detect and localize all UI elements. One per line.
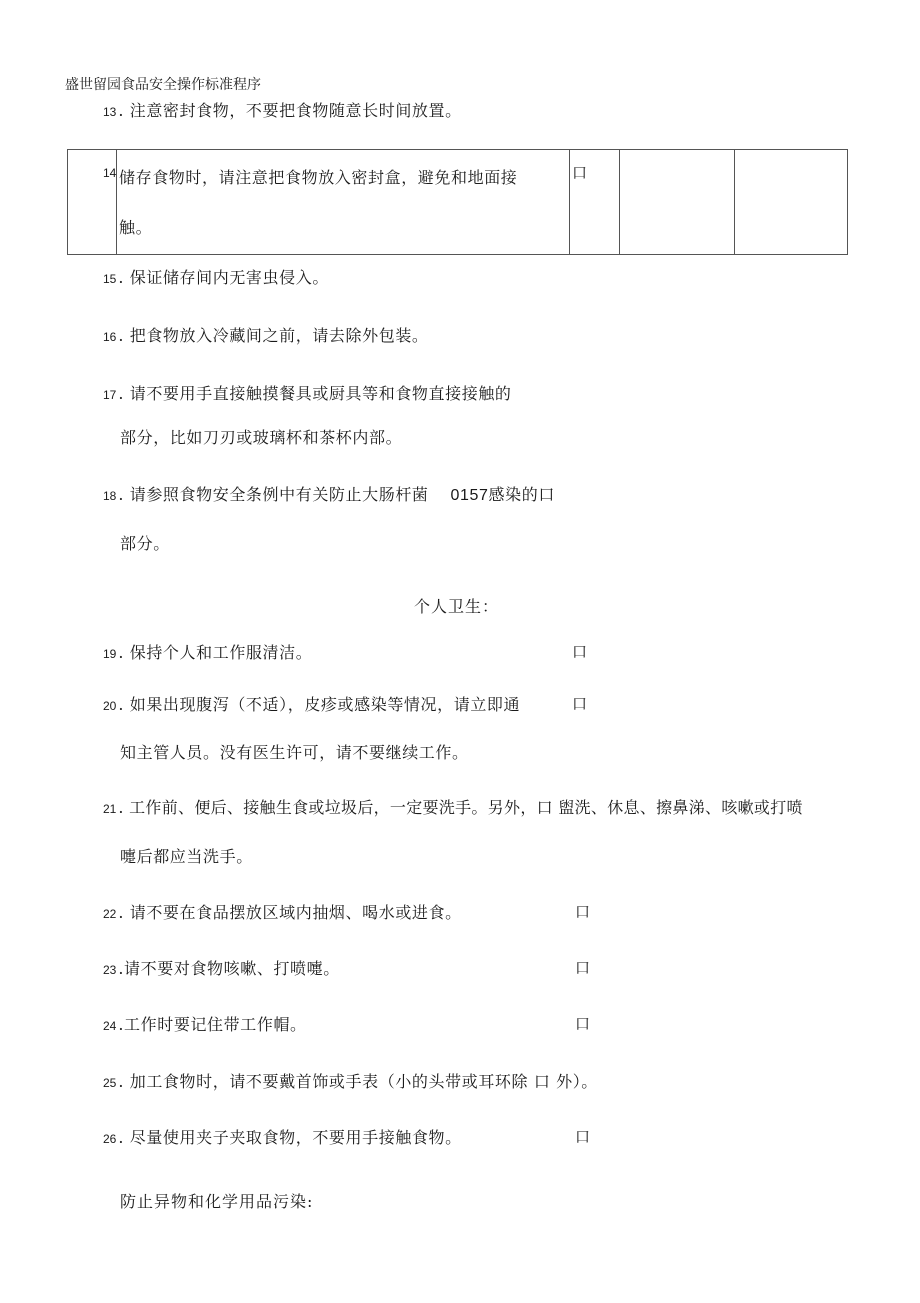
- item-14-check-cell: [570, 150, 620, 255]
- item-text-line1: . 如果出现腹泻（不适），皮疹或感染等情况，请立即通: [118, 695, 521, 714]
- checkbox-icon[interactable]: 口: [575, 1128, 591, 1146]
- item-number: 26: [103, 1132, 117, 1146]
- item-19: [103, 643, 312, 664]
- item-20-line2: 知主管人员。没有医生许可，请不要继续工作。: [120, 743, 469, 762]
- item-number: 21: [103, 802, 117, 816]
- item-14-text-cell: [117, 150, 570, 255]
- item-17: [103, 384, 512, 405]
- item-text: . 注意密封食物，不要把食物随意长时间放置。: [118, 101, 462, 120]
- item-25: [103, 1072, 598, 1093]
- item-number: 18: [103, 489, 117, 503]
- section-heading-personal-hygiene: 个人卫生：: [414, 597, 500, 616]
- checkbox-icon[interactable]: 口: [572, 164, 588, 182]
- item-text-line1: . 请参照食物安全条例中有关防止大肠杆菌: [118, 485, 429, 504]
- item-code: 0157: [450, 487, 489, 504]
- item-text-line1: . 请不要用手直接触摸餐具或厨具等和食物直接接触的: [118, 384, 512, 403]
- item-text: .请不要对食物咳嗽、打喷嚏。: [118, 959, 340, 978]
- item-text-line1b: 感染的口: [488, 485, 555, 504]
- item-18: [103, 485, 555, 506]
- item-text-line1: 储存食物时，请注意把食物放入密封盒，避免和地面接: [119, 168, 518, 187]
- item-number: 19: [103, 647, 117, 661]
- item-number: 14: [103, 166, 117, 180]
- item-number: 13: [103, 105, 117, 119]
- item-21-line2: 嚏后都应当洗手。: [120, 847, 253, 866]
- item-text: . 尽量使用夹子夹取食物，不要用手接触食物。: [118, 1128, 462, 1147]
- item-17-line2: 部分，比如刀刃或玻璃杯和茶杯内部。: [120, 428, 403, 447]
- item-number: 16: [103, 330, 117, 344]
- item-number: 17: [103, 388, 117, 402]
- item-text: . 保持个人和工作服清洁。: [118, 643, 313, 662]
- item-18-line2: 部分。: [120, 534, 170, 553]
- item-26: [103, 1128, 462, 1149]
- item-number: 23: [103, 963, 117, 977]
- item-text: . 保证储存间内无害虫侵入。: [118, 268, 329, 287]
- item-14-empty-cell: [620, 150, 735, 255]
- item-number: 25: [103, 1076, 117, 1090]
- document-header: 盛世留园食品安全操作标准程序: [65, 77, 261, 93]
- item-number: 15: [103, 272, 117, 286]
- checkbox-icon[interactable]: 口: [572, 643, 588, 661]
- item-text-line1: . 工作前、便后、接触生食或垃圾后，一定要洗手。另外，口 盥洗、休息、擦鼻涕、咳嗽或打喷: [118, 798, 803, 817]
- item-15: [103, 268, 329, 289]
- item-20: [103, 695, 520, 716]
- checkbox-icon[interactable]: 口: [575, 903, 591, 921]
- checkbox-icon[interactable]: 口: [572, 695, 588, 713]
- item-number: 22: [103, 907, 117, 921]
- checkbox-icon[interactable]: 口: [575, 959, 591, 977]
- item-21: [103, 798, 803, 819]
- item-text-line2: 触。: [119, 218, 153, 237]
- item-24: [103, 1015, 307, 1036]
- item-13: [103, 101, 462, 122]
- item-number: 20: [103, 699, 117, 713]
- item-14-number-cell: [68, 150, 117, 255]
- checkbox-icon[interactable]: 口: [575, 1015, 591, 1033]
- item-14-table: [67, 149, 848, 255]
- item-22: [103, 903, 462, 924]
- item-text: .工作时要记住带工作帽。: [118, 1015, 307, 1034]
- item-text: . 把食物放入冷藏间之前，请去除外包装。: [118, 326, 429, 345]
- item-16: [103, 326, 429, 347]
- item-text: . 请不要在食品摆放区域内抽烟、喝水或进食。: [118, 903, 462, 922]
- item-14-empty-cell: [735, 150, 848, 255]
- section-heading-contamination: 防止异物和化学用品污染:: [120, 1192, 314, 1211]
- item-23: [103, 959, 340, 980]
- item-number: 24: [103, 1019, 117, 1033]
- item-text: . 加工食物时，请不要戴首饰或手表（小的头带或耳环除 口 外）。: [118, 1072, 598, 1091]
